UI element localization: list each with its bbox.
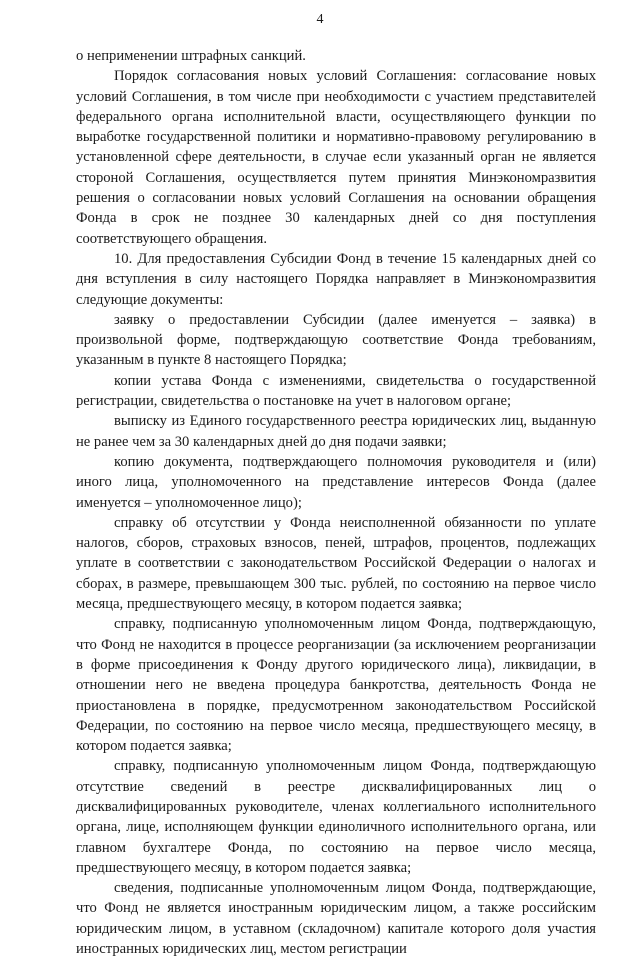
paragraph-item-10: 10. Для предоставления Субсидии Фонд в течение 15 календарных дней со дня вступления в силу настоящего Порядка направляет в Минэкономразвития следующие документы:	[76, 250, 596, 308]
paragraph-registry-extract: выписку из Единого государственного реестра юридических лиц, выданную не ранее чем за 30 календарных дней до дня подачи заявки;	[76, 413, 596, 450]
paragraph-charter-copies: копии устава Фонда с изменениями, свидетельства о государственной регистрации, свидетельства о постановке на учет в налоговом органе;	[76, 372, 596, 410]
paragraph-foreign-entity-info: сведения, подписанные уполномоченным лицом Фонда, подтверждающие, что Фонд не является иностранным юридическим лицом, а также российским юридическим лицом, в уставном (складочном) капитале которого доля участия иностранных юридических лиц, местом регистрации	[76, 880, 596, 958]
paragraph-application: заявку о предоставлении Субсидии (далее именуется – заявка) в произвольной форме, подтверждающую соответствие Фонда требованиям, указанным в пункте 8 настоящего Порядка;	[76, 311, 596, 369]
page-number: 4	[316, 12, 324, 27]
document-body	[76, 46, 596, 959]
paragraph-authority-document: копию документа, подтверждающего полномочия руководителя и (или) иного лица, уполномоченного на представление интересов Фонда (далее именуется – уполномоченное лицо);	[76, 453, 596, 511]
paragraph-agreement-conditions: Порядок согласования новых условий Соглашения: согласование новых условий Соглашения, в том числе при необходимости с участием представителей федерального органа исполнительной власти, осуществляющего функции по выработке государственной политики и нормативно-правовому регулированию в установленной сфере деятельности, в случае если указанный орган не является стороной Соглашения, осуществляется путем принятия Минэкономразвития решения о согласовании новых условий Соглашения на основании обращения Фонда в срок не позднее 30 календарных дней со дня поступления соответствующего обращения.	[76, 68, 596, 247]
paragraph-reorganization-certificate: справку, подписанную уполномоченным лицом Фонда, подтверждающую, что Фонд не находится в процессе реорганизации (за исключением реорганизации в форме присоединения к Фонду другого юридического лица), ликвидации, в отношении него не введена процедура банкротства, деятельность Фонда не приостановлена в порядке, предусмотренном законодательством Российской Федерации, по состоянию на первое число месяца, предшествующего месяцу, в котором подается заявка;	[76, 616, 596, 755]
paragraph-tax-certificate: справку об отсутствии у Фонда неисполненной обязанности по уплате налогов, сборов, страховых взносов, пеней, штрафов, процентов, подлежащих уплате в соответствии с законодательством Российской Федерации о налогах и сборах, в размере, превышающем 300 тыс. рублей, по состоянию на первое число месяца, предшествующего месяцу, в котором подается заявка;	[76, 514, 596, 613]
paragraph-penalty-ending: о неприменении штрафных санкций.	[76, 48, 306, 64]
paragraph-disqualification-certificate: справку, подписанную уполномоченным лицом Фонда, подтверждающую отсутствие сведений в реестре дисквалифицированных лиц о дисквалифицированных руководителе, членах коллегиального исполнительного органа, лице, исполняющем функции единоличного исполнительного органа, или главном бухгалтере Фонда, по состоянию на первое число месяца, предшествующего месяцу, в котором подается заявка;	[76, 758, 596, 876]
